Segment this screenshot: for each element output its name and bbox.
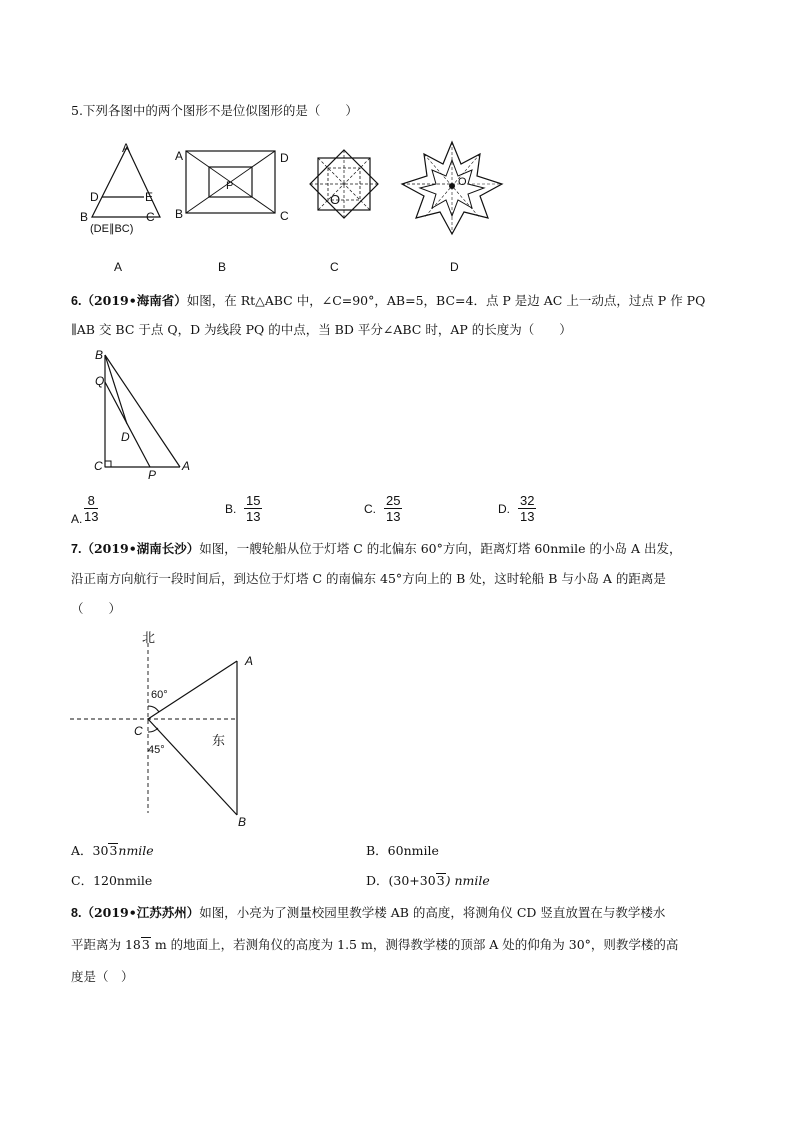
sqrt-3: 3 <box>436 873 445 888</box>
sqrt-3: 3 <box>141 937 150 952</box>
q7-option-b[interactable]: B．60nmile <box>366 843 439 858</box>
q6-fig-q: Q <box>95 374 105 388</box>
q7-text-1: 如图，一艘轮船从位于灯塔 C 的北偏东 60°方向，距离灯塔 60nmile 的小岛 A 出发， <box>199 541 682 556</box>
fig-a-note: (DE∥BC) <box>90 223 134 235</box>
q7-line2: 沿正南方向航行一段时间后，到达位于灯塔 C 的南偏东 45°方向上的 B 处，这时轮船 B 与小岛 A 的距离是 <box>71 571 666 586</box>
q8-number: 8. <box>71 906 82 920</box>
q7-fig-angle-60: 60° <box>151 689 168 701</box>
q7-option-a[interactable]: A．303nmile <box>71 843 154 858</box>
q5-stem: 5.下列各图中的两个图形不是位似图形的是（ ） <box>71 103 358 118</box>
q6-option-c-fraction: $\frac{25}{13}$ <box>386 493 401 524</box>
q6-figure <box>90 350 190 480</box>
q6-fig-c: C <box>94 459 103 473</box>
q5-figure-c <box>308 148 380 220</box>
sqrt-3: 3 <box>109 843 118 858</box>
fig-b-vertex-d: D <box>280 151 289 165</box>
q5-label-c: C <box>330 260 339 274</box>
q6-option-d-fraction: $\frac{32}{13}$ <box>520 493 535 524</box>
q6-option-b-fraction: $\frac{15}{13}$ <box>246 493 261 524</box>
q6-number: 6. <box>71 294 82 308</box>
fig-a-vertex-a: A <box>122 141 131 155</box>
q7-line1 <box>71 540 681 558</box>
q8-source: （2019•江苏苏州） <box>81 905 200 920</box>
q8-line1 <box>71 904 665 922</box>
q7-fig-b: B <box>238 815 247 829</box>
q6-fig-a: A <box>182 459 191 473</box>
q6-option-d[interactable]: D. $\frac{32}{13}$ <box>498 493 535 524</box>
q6-fig-d: D <box>121 430 130 444</box>
q6-option-a[interactable]: A. $\frac{8}{13}$ <box>71 493 99 526</box>
fig-c-center-o: O <box>330 192 341 207</box>
q7-fig-a: A <box>245 654 254 668</box>
q6-line2: ∥AB 交 BC 于点 Q，D 为线段 PQ 的中点，当 BD 平分∠ABC 时，AP 的长度为（ ） <box>71 322 572 337</box>
q6-option-c[interactable]: C. $\frac{25}{13}$ <box>364 493 401 524</box>
q6-option-a-fraction: $\frac{8}{13}$ <box>84 493 99 524</box>
q6-option-b[interactable]: B. $\frac{15}{13}$ <box>225 493 261 524</box>
fig-d-center-o: O <box>458 176 467 188</box>
q6-source: （2019•海南省） <box>81 293 187 308</box>
q6-line1 <box>71 292 705 310</box>
q7-line3: （ ） <box>71 601 122 616</box>
fig-a-vertex-d: D <box>90 190 99 204</box>
q6-fig-p: P <box>148 468 157 482</box>
q6-text-1: 如图，在 Rt△ABC 中，∠C=90°，AB=5，BC=4．点 P 是边 AC 上一动点，过点 P 作 PQ <box>186 293 706 308</box>
q7-source: （2019•湖南长沙） <box>81 541 200 556</box>
fig-a-vertex-e: E <box>145 190 154 204</box>
q6-fig-b: B <box>95 348 104 362</box>
fig-a-vertex-c: C <box>146 210 155 224</box>
q8-line2: 平距离为 183 m 的地面上，若测角仪的高度为 1.5 m，测得教学楼的顶部 A 处的仰角为 30°，则教学楼的高 <box>71 937 679 952</box>
q8-text-1: 如图，小亮为了测量校园里教学楼 AB 的高度，将测角仪 CD 竖直放置在与教学楼水 <box>199 905 666 920</box>
q5-label-b: B <box>218 260 227 274</box>
q7-fig-angle-45: 45° <box>148 744 165 756</box>
fig-a-vertex-b: B <box>80 210 89 224</box>
q7-number: 7. <box>71 542 82 556</box>
q5-label-a: A <box>114 260 123 274</box>
q5-label-d: D <box>450 260 459 274</box>
q7-figure <box>65 628 265 833</box>
q8-line3: 度是（ ） <box>71 969 134 984</box>
q7-option-d[interactable]: D．(30+303) nmile <box>366 873 490 888</box>
q7-fig-c: C <box>134 724 143 738</box>
q5-figure-d <box>398 140 506 236</box>
fig-b-point-p: P <box>226 180 234 192</box>
fig-b-vertex-b: B <box>175 207 184 221</box>
q7-fig-east: 东 <box>212 733 226 748</box>
fig-b-vertex-a: A <box>175 149 184 163</box>
q7-fig-north: 北 <box>142 630 156 645</box>
q7-option-c[interactable]: C．120nmile <box>71 873 153 888</box>
fig-b-vertex-c: C <box>280 209 289 223</box>
